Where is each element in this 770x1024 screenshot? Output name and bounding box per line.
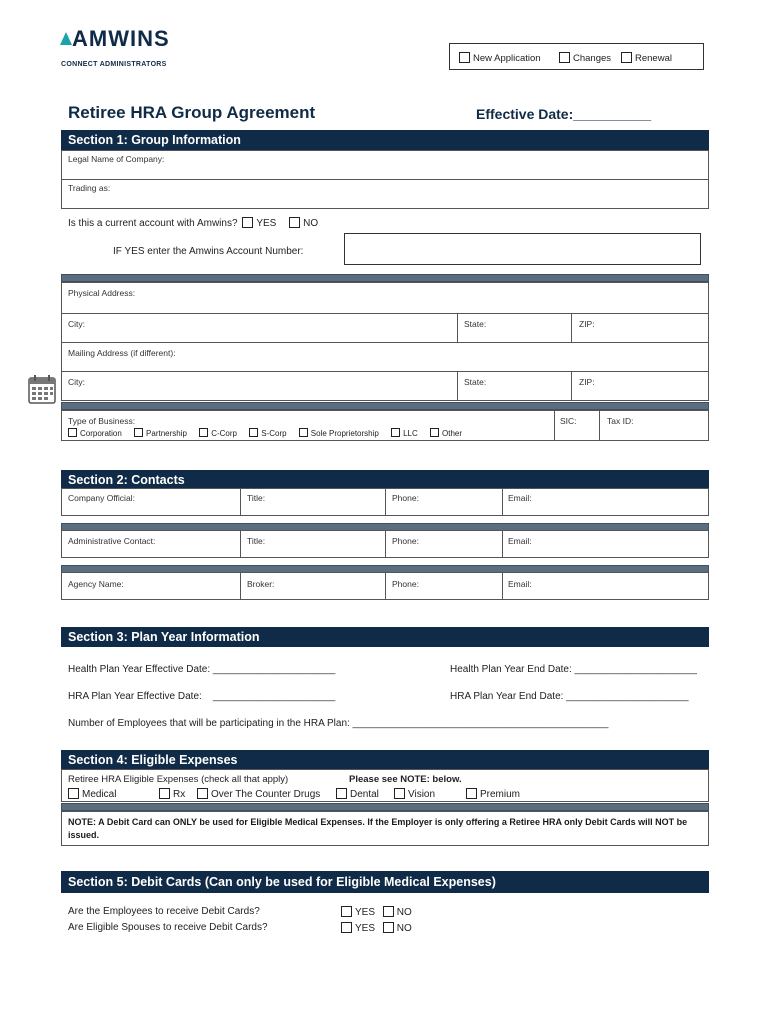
current-account-no-checkbox[interactable] [289,217,300,228]
otc-drugs-label: Over The Counter Drugs [211,789,321,800]
mailing-address-label: Mailing Address (if different): [68,348,176,358]
changes-checkbox[interactable] [559,52,570,63]
application-type-box [449,43,704,70]
page-title: Retiree HRA Group Agreement [68,103,316,122]
section-1-header: Section 1: Group Information [61,130,709,150]
debit-cards-spouses-question: Are Eligible Spouses to receive Debit Cards? [68,922,268,933]
mailing-address-field[interactable] [61,342,709,372]
section-divider-bar [61,803,709,811]
renewal-label: Renewal [635,53,672,64]
employees-yes-checkbox[interactable] [341,906,352,917]
phone-label: Phone: [392,536,419,546]
mailing-state-label: State: [464,377,487,387]
number-of-employees[interactable]: Number of Employees that will be participating in the HRA Plan: ______________________________________________ [68,718,609,729]
broker-label: Broker: [247,579,275,589]
dental-label: Dental [350,789,379,800]
current-account-yes-label: YES [256,218,277,229]
agency-name-label: Agency Name: [68,579,124,589]
business-type-label: Other [442,429,463,438]
debit-cards-employees-question: Are the Employees to receive Debit Cards? [68,906,260,917]
effective-date: Effective Date:__________ [476,106,652,122]
employees-no-label: NO [396,907,412,918]
trading-as-field[interactable] [61,179,709,209]
business-type-checkbox[interactable] [391,428,400,437]
account-number-label: IF YES enter the Amwins Account Number: [113,246,304,257]
business-type-row [61,410,709,441]
medical-checkbox[interactable] [68,788,79,799]
current-account-question: Is this a current account with Amwins? [68,218,238,229]
amwins-logo [60,26,190,72]
email-label: Email: [508,536,532,546]
legal-name-field[interactable] [61,150,709,180]
business-type-checkbox[interactable] [68,428,77,437]
phone-label: Phone: [392,493,419,503]
spouses-yes-checkbox[interactable] [341,922,352,933]
email-label: Email: [508,579,532,589]
section-3-header: Section 3: Plan Year Information [61,627,709,647]
company-official-label: Company Official: [68,493,135,503]
new-application-checkbox[interactable] [459,52,470,63]
section-2-header: Section 2: Contacts [61,470,709,489]
dental-checkbox[interactable] [336,788,347,799]
changes-label: Changes [573,53,612,64]
business-type-checkbox[interactable] [249,428,258,437]
employees-no-checkbox[interactable] [383,906,394,917]
premium-label: Premium [480,789,521,800]
vision-checkbox[interactable] [394,788,405,799]
section-5-header: Section 5: Debit Cards (Can only be used for Eligible Medical Expenses) [61,871,709,893]
otc-drugs-checkbox[interactable] [197,788,208,799]
mailing-city-label: City: [68,377,85,387]
section-divider-bar [61,274,709,282]
health-plan-end-date[interactable]: Health Plan Year End Date: ______________________ [450,664,697,675]
rx-checkbox[interactable] [159,788,170,799]
spouses-no-label: NO [396,923,412,934]
business-type-label: Corporation [80,429,122,438]
business-type-label: LLC [403,429,418,438]
title-label: Title: [247,493,266,503]
phone-label: Phone: [392,579,419,589]
state-label: State: [464,319,487,329]
city-label: City: [68,319,85,329]
employees-yes-label: YES [355,907,376,918]
business-type-checkbox[interactable] [134,428,143,437]
zip-label: ZIP: [579,319,595,329]
email-label: Email: [508,493,532,503]
business-type-label: S-Corp [261,429,287,438]
section-divider-bar [61,402,709,410]
title-label: Title: [247,536,266,546]
business-type-checkbox[interactable] [430,428,439,437]
section-4-header: Section 4: Eligible Expenses [61,750,709,770]
health-plan-effective-date[interactable]: Health Plan Year Effective Date: ______________________ [68,664,336,675]
mailing-zip-label: ZIP: [579,377,595,387]
medical-label: Medical [82,789,117,800]
hra-plan-end-date[interactable]: HRA Plan Year End Date: ______________________ [450,691,689,702]
renewal-checkbox[interactable] [621,52,632,63]
account-number-input[interactable] [344,233,701,265]
contact-row-administrative [61,530,709,558]
sic-label: SIC: [560,416,577,426]
physical-address-field[interactable] [61,282,709,314]
logo-text: AMWINS [72,26,170,51]
logo-tagline: CONNECT ADMINISTRATORS [61,61,167,68]
city-state-zip-row [61,313,709,343]
eligible-expenses-intro: Retiree HRA Eligible Expenses (check all that apply) [68,774,289,785]
contact-row-company-official [61,488,709,516]
premium-checkbox[interactable] [466,788,477,799]
legal-name-label: Legal Name of Company: [68,154,165,164]
debit-card-note: NOTE: A Debit Card can ONLY be used for Eligible Medical Expenses. If the Employer is only offering a Retiree HRA only Debit Cards will NOT be issued. [68,817,688,840]
physical-address-label: Physical Address: [68,288,136,298]
new-application-label: New Application [473,53,541,64]
spouses-yes-label: YES [355,923,376,934]
type-of-business-label: Type of Business: [68,416,136,426]
administrative-contact-label: Administrative Contact: [68,536,156,546]
current-account-yes-checkbox[interactable] [242,217,253,228]
rx-label: Rx [173,789,186,800]
logo-triangle-icon [60,32,72,45]
business-type-checkbox[interactable] [199,428,208,437]
tax-id-label: Tax ID: [607,416,634,426]
business-type-label: Sole Proprietorship [310,429,379,438]
debit-card-note-box [61,811,709,846]
business-type-label: Partnership [146,429,187,438]
business-type-options [68,428,472,438]
see-note-text: Please see NOTE: below. [349,774,462,785]
hra-plan-effective-date[interactable]: HRA Plan Year Effective Date: ______________________ [68,691,336,702]
spouses-no-checkbox[interactable] [383,922,394,933]
business-type-label: C-Corp [211,429,237,438]
vision-label: Vision [408,789,436,800]
eligible-expenses-box [61,769,709,802]
mailing-city-state-zip-row [61,371,709,401]
business-type-checkbox[interactable] [299,428,308,437]
calendar-icon[interactable] [28,374,56,404]
contact-row-agency [61,572,709,600]
current-account-no-label: NO [303,218,319,229]
trading-as-label: Trading as: [68,183,111,193]
